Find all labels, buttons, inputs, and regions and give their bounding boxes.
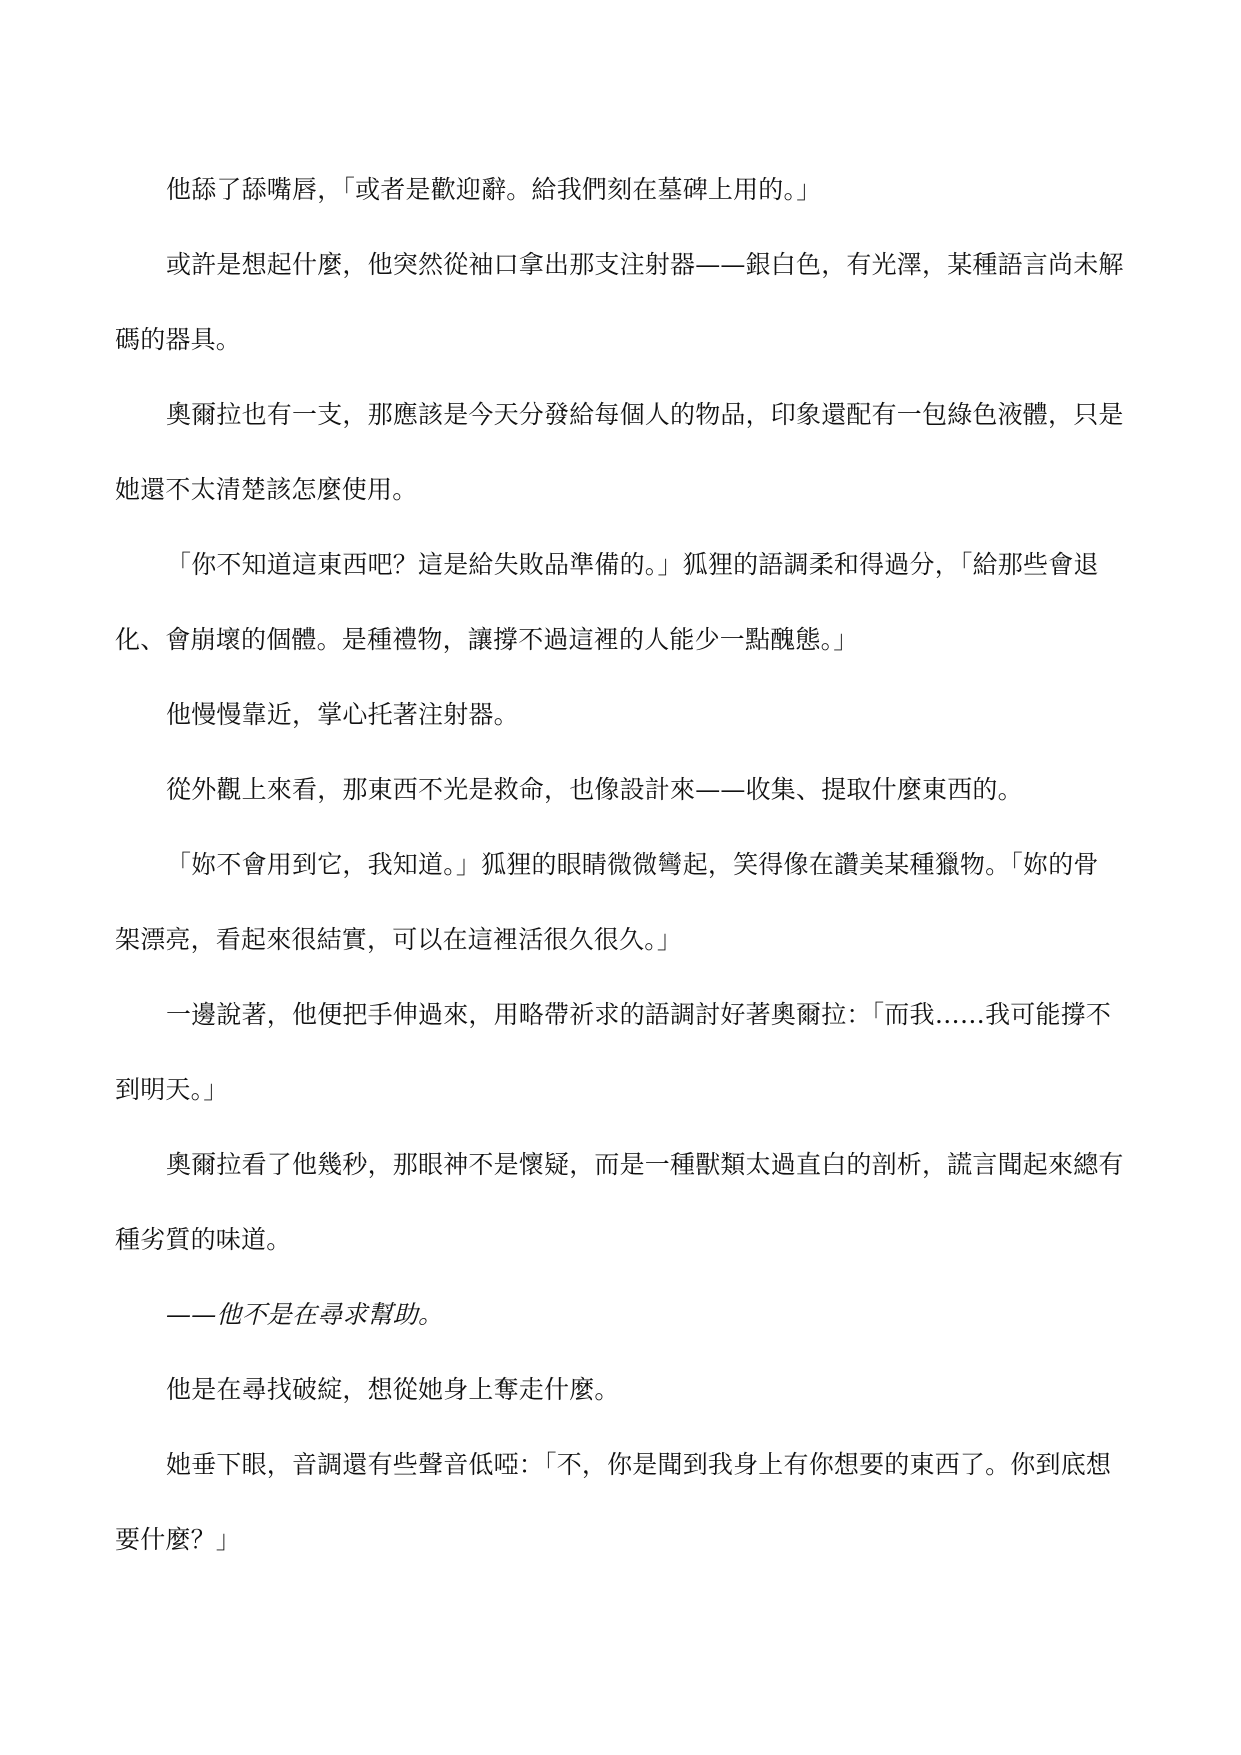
paragraph-line: 他慢慢靠近，掌心托著注射器。 [166,700,519,729]
paragraph-line: 奧爾拉看了他幾秒，那眼神不是懷疑，而是一種獸類太過直白的剖析，謊言聞起來總有 [166,1150,1124,1179]
paragraph-line: 種劣質的味道。 [115,1225,292,1254]
paragraph-line: 一邊說著，他便把手伸過來，用略帶祈求的語調討好著奧爾拉：「而我……我可能撐不 [166,1000,1112,1029]
paragraph-line: 要什麼？」 [115,1525,242,1554]
paragraph-line: 他舔了舔嘴唇，「或者是歡迎辭。給我們刻在墓碑上用的。」 [166,175,822,204]
paragraph-line: 或許是想起什麼，他突然從袖口拿出那支注射器——銀白色，有光澤，某種語言尚未解 [166,250,1124,279]
paragraph-line: 「妳不會用到它，我知道。」狐狸的眼睛微微彎起，笑得像在讚美某種獵物。「妳的骨 [166,850,1099,879]
paragraph-line: 架漂亮，看起來很結實，可以在這裡活很久很久。」 [115,925,683,954]
paragraph-line: 碼的器具。 [115,325,242,354]
paragraph-line: 他是在尋找破綻，想從她身上奪走什麼。 [166,1375,620,1404]
paragraph-line: 「你不知道這東西吧？這是給失敗品準備的。」狐狸的語調柔和得過分，「給那些會退 [166,550,1099,579]
paragraph-line: 奧爾拉也有一支，那應該是今天分發給每個人的物品，印象還配有一包綠色液體，只是 [166,400,1124,429]
italic-paragraph-line: ——他不是在尋求幫助。 [166,1300,444,1329]
paragraph-line: 她垂下眼，音調還有些聲音低啞：「不，你是聞到我身上有你想要的東西了。你到底想 [166,1450,1112,1479]
paragraph-line: 化、會崩壞的個體。是種禮物，讓撐不過這裡的人能少一點醜態。」 [115,625,859,654]
paragraph-line: 她還不太清楚該怎麼使用。 [115,475,418,504]
paragraph-line: 從外觀上來看，那東西不光是救命，也像設計來——收集、提取什麼東西的。 [166,775,1023,804]
paragraph-line: 到明天。」 [115,1075,229,1104]
